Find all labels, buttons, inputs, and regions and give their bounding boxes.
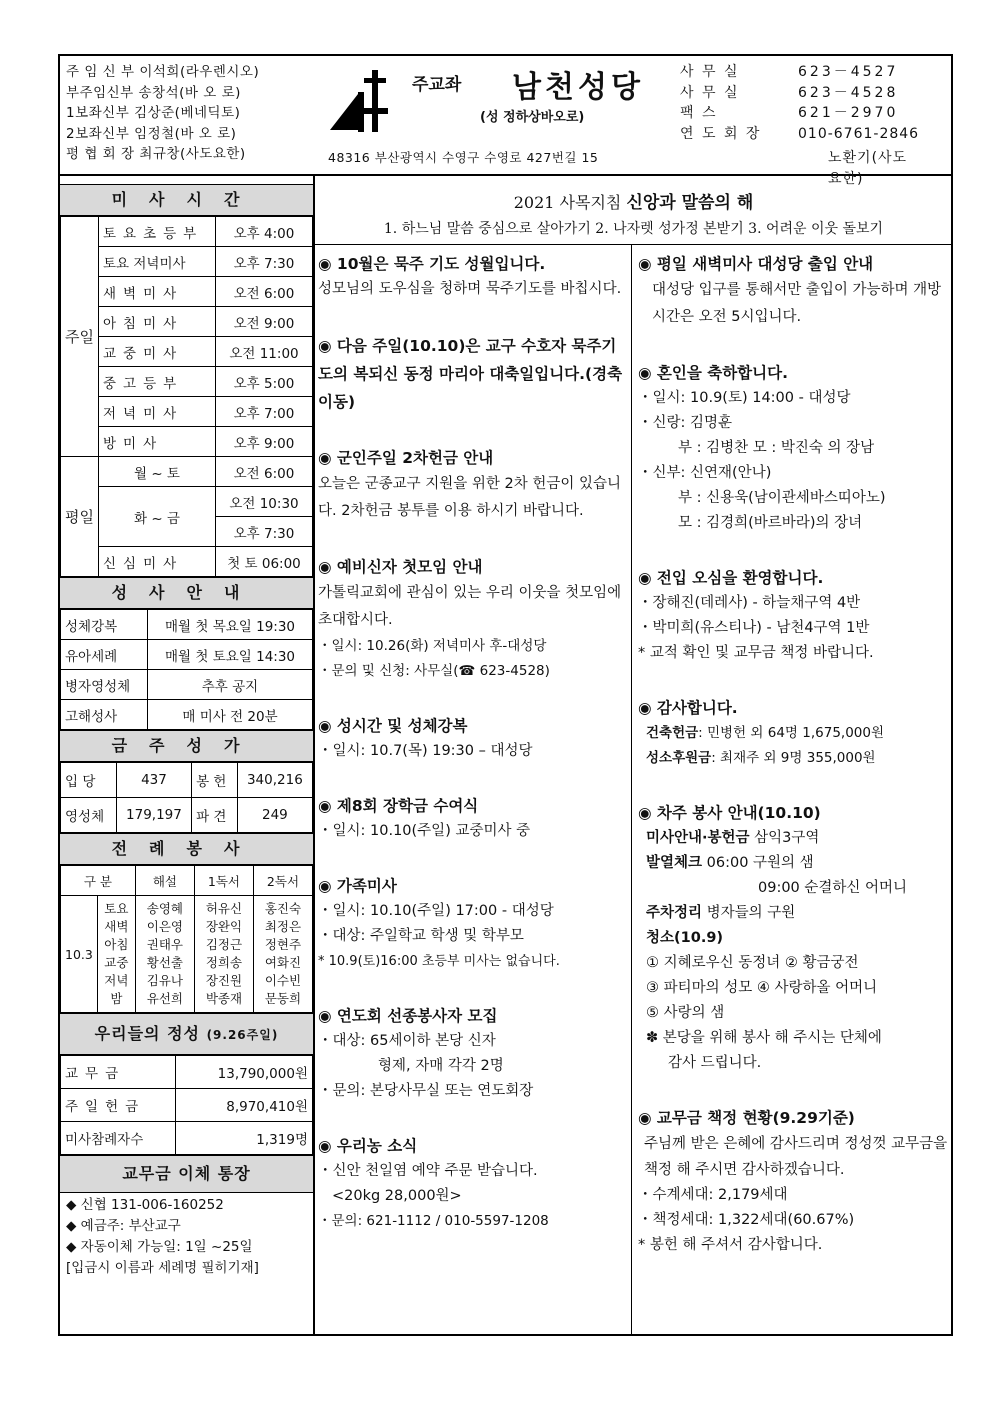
hymn-number: 249 (237, 798, 312, 833)
column-divider (631, 245, 632, 1334)
mass-time: 오전 6:00 (215, 277, 312, 307)
notice-title: ◉ 연도회 선종봉사자 모집 (318, 1007, 498, 1025)
notice-line: 성소후원금: 최재주 외 9명 355,000원 (646, 750, 876, 766)
offering-name: 교무금 (61, 1056, 176, 1089)
table-row (61, 487, 313, 517)
table-row (61, 547, 313, 577)
staff-row: 주 임 신 부 이석희(라우렌시오) (66, 64, 260, 80)
address: 48316 부산광역시 수영구 수영로 427번길 15 (328, 150, 599, 165)
notice-body: 가톨릭교회에 관심이 있는 우리 이웃을 첫모임에 초대합시다. (318, 585, 622, 628)
notice-title: ◉ 평일 새벽미사 대성당 출입 안내 (638, 255, 874, 273)
account-line: ◆ 예금주: 부산교구 (66, 1218, 181, 1234)
notice-line: 감사 드립니다. (668, 1055, 762, 1071)
liturgy-reader2-cell: 홍진숙 최정은 정현주 여화진 이수빈 문동희 (253, 896, 312, 1013)
table-row (61, 1056, 313, 1089)
sacrament-value: 추후 공지 (148, 670, 313, 700)
mass-time: 오전 11:00 (215, 337, 312, 367)
col-header: 1독서 (194, 866, 253, 896)
notice-body: 대성당 입구를 통해서만 출입이 가능하며 개방시간은 오전 5시입니다. (652, 282, 942, 325)
notice-line: ・일시: 10.10(주일) 17:00 - 대성당 (318, 903, 554, 919)
contact-name: 노환기(사도요한) (828, 150, 908, 187)
notice-line: ③ 파티마의 성모 ④ 사랑하올 어머니 (646, 980, 878, 996)
offering-heading: 우리들의 정성 (9.26주일) (60, 1013, 313, 1055)
table-row (61, 367, 313, 397)
mass-name: 아침미사 (98, 307, 215, 337)
notice-title: ◉ 군인주일 2차헌금 안내 (318, 449, 494, 467)
offering-value: 1,319명 (176, 1122, 313, 1155)
sacraments-heading: 성사안내 (60, 577, 313, 609)
table-row (61, 700, 313, 730)
table-row (61, 457, 313, 487)
sacrament-name: 병자영성체 (61, 670, 148, 700)
table-row (61, 397, 313, 427)
contact-row: 연 도 회 장 010-6761-2846 (680, 125, 920, 142)
offering-table (60, 1055, 313, 1155)
liturgy-table (60, 865, 313, 1013)
notice-line: ・장해진(데레사) - 하늘채구역 4반 (638, 595, 861, 611)
notice-line: ・일시: 10.7(목) 19:30 – 대성당 (318, 743, 533, 759)
notice-line: ・일시: 10.26(화) 저녁미사 후-대성당 (318, 638, 547, 654)
col-header: 2독서 (253, 866, 312, 896)
col-header: 해설 (135, 866, 194, 896)
table-row (61, 896, 313, 1013)
notice-line: 미사안내·봉헌금 삼익3구역 (646, 830, 820, 846)
notice-line: ① 지혜로우신 동정녀 ② 황금궁전 (646, 955, 859, 971)
mass-name: 토요 저녁미사 (98, 247, 215, 277)
notice-line: * 교적 확인 및 교무금 책정 바랍니다. (638, 645, 874, 661)
parish-patron: (성 정하상바오로) (480, 110, 585, 125)
sacrament-name: 고해성사 (61, 700, 148, 730)
hymn-number: 340,216 (237, 763, 312, 798)
notice-line: ・신안 천일염 예약 주문 받습니다. (318, 1163, 538, 1179)
table-row (61, 763, 313, 798)
contact-row: 사 무 실 623－4527 (680, 64, 899, 80)
mass-time: 오후 7:00 (215, 397, 312, 427)
table-row (61, 1122, 313, 1155)
notice-line: ・대상: 주일학교 학생 및 학부모 (318, 928, 524, 944)
mass-time: 오후 4:00 (215, 217, 312, 247)
table-row (61, 610, 313, 640)
table-row (61, 640, 313, 670)
mass-name: 화 ~ 금 (98, 487, 215, 547)
mass-name: 교중미사 (98, 337, 215, 367)
left-column (60, 184, 313, 1281)
account-line: ◆ 자동이체 가능일: 1일 ~25일 (66, 1239, 253, 1255)
staff-list (66, 62, 259, 165)
notice-line: ・문의 및 신청: 사무실(☎ 623-4528) (318, 663, 550, 679)
mass-name: 새벽미사 (98, 277, 215, 307)
notice-title: ◉ 교무금 책정 현황(9.29기준) (638, 1109, 855, 1127)
guideline-title: 2021 사목지침 신앙과 말씀의 해 (513, 193, 754, 213)
notice-line: <20kg 28,000원> (332, 1188, 462, 1204)
notice-line: 형제, 자매 각각 2명 (378, 1058, 504, 1074)
notice-body: 성모님의 도우심을 청하며 묵주기도를 바칩시다. (318, 281, 622, 297)
hymn-label: 봉 헌 (192, 763, 238, 798)
mass-time: 오후 7:30 (215, 247, 312, 277)
notice-title: ◉ 예비신자 첫모임 안내 (318, 558, 483, 576)
notice-line: ・문의: 본당사무실 또는 연도회장 (318, 1083, 534, 1099)
liturgy-mass-cell: 토요 새벽 아침 교중 저녁 밤 (97, 896, 135, 1013)
bulletin-page (58, 54, 953, 1336)
contact-list (680, 62, 920, 187)
mass-time: 오전 6:00 (215, 457, 312, 487)
mass-table (60, 216, 313, 577)
notice-line: 청소(10.9) (646, 930, 724, 946)
notice-line: ✽ 본당을 위해 봉사 해 주시는 단체에 (646, 1030, 882, 1046)
notice-line: * 봉헌 해 주셔서 감사합니다. (638, 1237, 823, 1253)
table-row (61, 277, 313, 307)
notice-title: ◉ 혼인을 축하합니다. (638, 364, 788, 382)
notice-line: ・박미희(유스티나) - 남천4구역 1반 (638, 620, 870, 636)
column-divider (313, 174, 315, 1336)
account-heading: 교무금 이체 통장 (60, 1155, 313, 1193)
mass-heading: 미사시간 (60, 184, 313, 216)
hymn-label: 영성체 (61, 798, 117, 833)
weekday-label: 평일 (61, 457, 99, 577)
notice-column-1 (318, 252, 628, 1234)
notice-line: ・신부: 신연재(안나) (638, 465, 772, 481)
mass-name: 방미사 (98, 427, 215, 457)
table-row (61, 217, 313, 247)
parish-name: 남천성당 (512, 70, 644, 105)
mass-time: 오후 5:00 (215, 367, 312, 397)
pastoral-guideline (314, 184, 952, 245)
mass-time: 첫 토 06:00 (215, 547, 312, 577)
notice-line: ・일시: 10.9(토) 14:00 - 대성당 (638, 390, 851, 406)
header (60, 56, 951, 187)
notice-title: ◉ 다음 주일(10.10)은 교구 수호자 묵주기도의 복되신 동정 마리아 대축일입니다.(경축이동) (318, 337, 623, 411)
notice-title: ◉ 전입 오심을 환영합니다. (638, 569, 824, 587)
contact-row: 팩 스 621－2970 (680, 105, 899, 121)
notice-title: ◉ 우리농 소식 (318, 1137, 418, 1155)
mass-time: 오후 9:00 (215, 427, 312, 457)
mass-name: 월 ~ 토 (98, 457, 215, 487)
notice-line: 부 : 신용욱(남이관세바스띠아노) (678, 490, 886, 506)
mass-time: 오전 10:30 (215, 487, 312, 517)
notice-title: ◉ 감사합니다. (638, 699, 738, 717)
col-header: 구 분 (61, 866, 136, 896)
liturgy-date: 10.3 (61, 896, 98, 1013)
table-row (61, 427, 313, 457)
notice-line: ・대상: 65세이하 본당 신자 (318, 1033, 496, 1049)
hymn-number: 179,197 (116, 798, 191, 833)
hymns-table (60, 762, 313, 833)
church-logo-icon (328, 64, 408, 134)
notice-line: 모 : 김경희(바르바라)의 장녀 (678, 515, 863, 531)
table-row (61, 670, 313, 700)
notice-line: ・일시: 10.10(주일) 교중미사 중 (318, 823, 531, 839)
notice-line: ・신랑: 김명훈 (638, 415, 733, 431)
notice-line: 부 : 김병찬 모 : 박진숙 의 장남 (678, 440, 875, 456)
notice-title: ◉ 차주 봉사 안내(10.10) (638, 804, 821, 822)
sacrament-value: 매월 첫 목요일 19:30 (148, 610, 313, 640)
mass-name: 중고등부 (98, 367, 215, 397)
notice-title: ◉ 10월은 묵주 기도 성월입니다. (318, 255, 546, 273)
sunday-label: 주일 (61, 217, 99, 457)
staff-row: 부주임신부 송창석(바 오 로) (66, 84, 241, 101)
notice-body: 주님께 받은 은혜에 감사드리며 정성껏 교무금을 책정 해 주시면 감사하겠습니다. (644, 1136, 948, 1178)
offering-value: 8,970,410원 (176, 1089, 313, 1122)
hymn-label: 입 당 (61, 763, 117, 798)
table-row (61, 798, 313, 833)
offering-name: 미사참례자수 (61, 1122, 176, 1155)
notice-line: 09:00 순결하신 어머니 (758, 880, 908, 896)
sacrament-name: 유아세례 (61, 640, 148, 670)
notice-line: * 10.9(토)16:00 초등부 미사는 없습니다. (318, 954, 560, 969)
liturgy-commentator-cell: 송영혜 이은영 권태우 황선출 김유나 유선희 (135, 896, 194, 1013)
liturgy-reader1-cell: 허유신 장완익 김정근 정희송 장진원 박종재 (194, 896, 253, 1013)
liturgy-heading: 전례봉사 (60, 833, 313, 865)
notice-column-2 (638, 252, 950, 1258)
account-line: ◆ 신협 131-006-160252 (66, 1197, 224, 1213)
table-row (61, 337, 313, 367)
contact-row: 사 무 실 623－4528 (680, 84, 899, 101)
table-row (61, 307, 313, 337)
notice-line: ⑤ 사랑의 샘 (646, 1005, 725, 1021)
mass-name: 저녁미사 (98, 397, 215, 427)
hymn-number: 437 (116, 763, 191, 798)
mass-name: 신심미사 (98, 547, 215, 577)
hymn-label: 파 견 (192, 798, 238, 833)
notice-line: ・수계세대: 2,179세대 (638, 1187, 788, 1203)
notice-line: ・책정세대: 1,322세대(60.67%) (638, 1212, 855, 1228)
guideline-items: 1. 하느님 말씀 중심으로 살아가기 2. 나자렛 성가정 본받기 3. 어려운 이웃 돌보기 (383, 221, 884, 237)
table-row (61, 247, 313, 277)
staff-row: 1보좌신부 김상준(베네딕토) (66, 105, 241, 121)
notice-line: 주차정리 병자들의 구원 (646, 905, 796, 921)
notice-line: 발열체크 06:00 구원의 샘 (646, 855, 814, 871)
notice-title: ◉ 성시간 및 성체강복 (318, 717, 468, 735)
staff-row: 2보좌신부 임정철(바 오 로) (66, 125, 237, 142)
notice-body: 오늘은 군종교구 지원을 위한 2차 헌금이 있습니다. 2차헌금 봉투를 이용 하시기 바랍니다. (318, 476, 622, 519)
title-prefix: 주교좌 (412, 75, 462, 95)
notice-title: ◉ 제8회 장학금 수여식 (318, 797, 479, 815)
table-row (61, 866, 313, 896)
staff-row: 평 협 회 장 최규창(사도요한) (66, 146, 246, 162)
offering-name: 주일헌금 (61, 1089, 176, 1122)
mass-time: 오전 9:00 (215, 307, 312, 337)
notice-line: ・문의: 621-1112 / 010-5597-1208 (318, 1213, 549, 1229)
sacraments-table (60, 609, 313, 730)
table-row (61, 1089, 313, 1122)
notice-line: 건축헌금: 민병헌 외 64명 1,675,000원 (646, 725, 885, 741)
sacrament-value: 매월 첫 토요일 14:30 (148, 640, 313, 670)
account-info (60, 1193, 313, 1281)
account-line: [입금시 이름과 세례명 필히기재] (66, 1260, 259, 1276)
mass-time: 오후 7:30 (215, 517, 312, 547)
hymns-heading: 금주성가 (60, 730, 313, 762)
notice-title: ◉ 가족미사 (318, 877, 397, 895)
sacrament-value: 매 미사 전 20분 (148, 700, 313, 730)
offering-value: 13,790,000원 (176, 1056, 313, 1089)
sacrament-name: 성체강복 (61, 610, 148, 640)
mass-name: 토요초등부 (98, 217, 215, 247)
